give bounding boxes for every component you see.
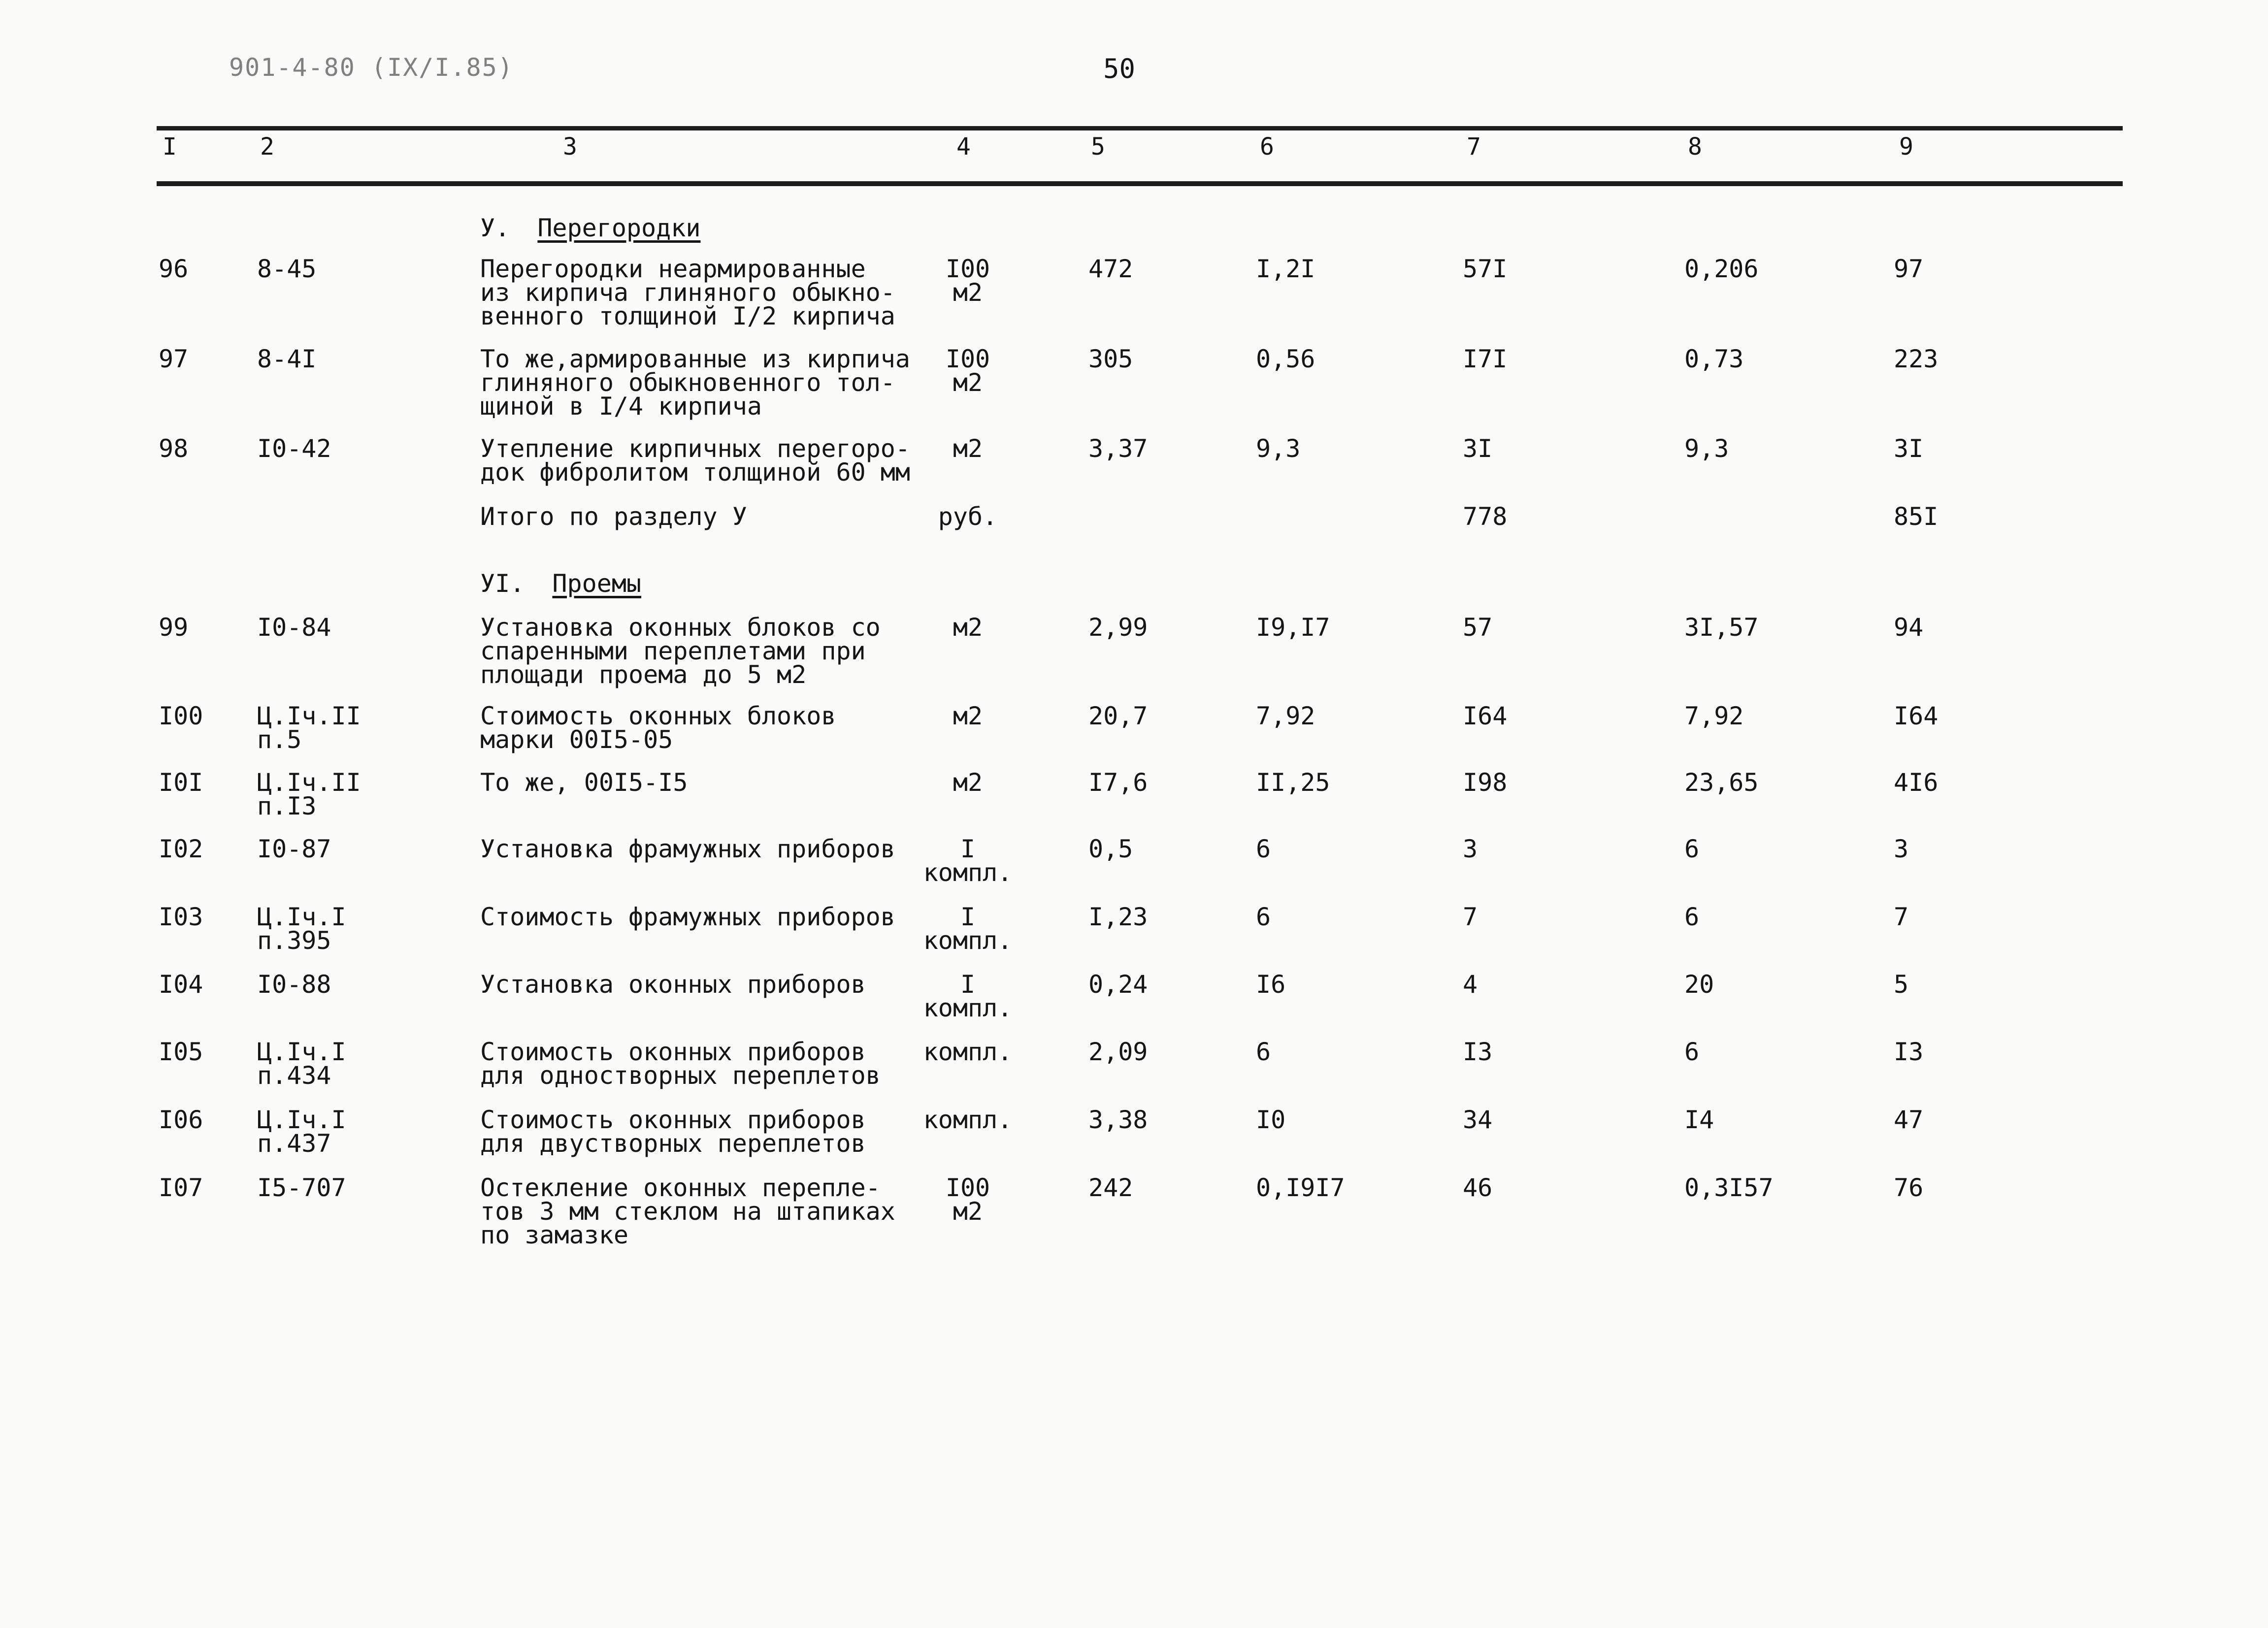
item-description: Стоимость оконных приборов для одностворных переплетов <box>480 1038 881 1090</box>
col5-value: 3,37 <box>1088 434 1148 463</box>
col8-value: 6 <box>1684 903 1700 931</box>
col8-value: 23,65 <box>1684 768 1759 797</box>
col9-value: 7 <box>1894 903 1909 931</box>
col8-value: 20 <box>1684 970 1714 999</box>
col7-value: 3I <box>1463 434 1493 463</box>
col9-value: 76 <box>1894 1173 1924 1202</box>
col5-value: I7,6 <box>1088 768 1148 797</box>
col6-value: 6 <box>1256 1038 1271 1066</box>
section-heading-partitions <box>480 216 700 240</box>
row-number: I06 <box>159 1106 203 1134</box>
item-unit: м2 <box>953 702 983 730</box>
row-number: I0I <box>159 768 203 797</box>
item-unit: I компл. <box>923 903 1013 955</box>
item-code: 8-4I <box>257 345 317 373</box>
item-unit: I компл. <box>923 835 1013 887</box>
item-code: Ц.Iч.I п.434 <box>257 1038 346 1090</box>
item-description: Установка оконных приборов <box>480 970 866 999</box>
row-number: I02 <box>159 835 203 863</box>
item-code: I0-88 <box>257 970 331 999</box>
col5-value: 3,38 <box>1088 1106 1148 1134</box>
col6-value: 0,56 <box>1256 345 1315 373</box>
col8-value: 0,73 <box>1684 345 1744 373</box>
col8-value: 0,206 <box>1684 255 1759 283</box>
column-number-5: 5 <box>1091 133 1105 161</box>
col8-value: 6 <box>1684 835 1700 863</box>
row-number: I04 <box>159 970 203 999</box>
section-number: У. <box>480 214 510 242</box>
col7-value: 3 <box>1463 835 1478 863</box>
col7-value: 46 <box>1463 1173 1493 1202</box>
item-code: I0-84 <box>257 613 331 642</box>
col5-value: 472 <box>1088 255 1133 283</box>
item-description: Итого по разделу У <box>480 502 747 531</box>
col9-value: 85I <box>1894 502 1939 531</box>
col7-value: I64 <box>1463 702 1508 730</box>
col9-value: I64 <box>1894 702 1939 730</box>
item-description: Остекление оконных переплe- тов 3 мм стеклом на штапиках по замазке <box>480 1173 895 1249</box>
col7-value: I3 <box>1463 1038 1493 1066</box>
col9-value: 3 <box>1894 835 1909 863</box>
col9-value: 223 <box>1894 345 1939 373</box>
item-description: Перегородки неармированные из кирпича глиняного обыкно- венного толщиной I/2 кирпича <box>480 255 895 330</box>
col9-value: 97 <box>1894 255 1924 283</box>
row-number: 98 <box>159 434 189 463</box>
col5-value: I,23 <box>1088 903 1148 931</box>
section-title: Перегородки <box>537 214 701 242</box>
item-code: Ц.Iч.I п.395 <box>257 903 346 955</box>
col8-value: 9,3 <box>1684 434 1729 463</box>
col7-value: 34 <box>1463 1106 1493 1134</box>
item-description: Установка оконных блоков со спаренными переплетами при площади проема до 5 м2 <box>480 613 881 689</box>
col5-value: 0,24 <box>1088 970 1148 999</box>
row-number: 99 <box>159 613 189 642</box>
row-number: I07 <box>159 1173 203 1202</box>
item-unit: м2 <box>953 434 983 463</box>
column-number-3: 3 <box>563 133 577 161</box>
col7-value: 57 <box>1463 613 1493 642</box>
col7-value: 57I <box>1463 255 1508 283</box>
column-number-9: 9 <box>1899 133 1913 161</box>
item-unit: I00 м2 <box>945 255 990 307</box>
col5-value: 2,09 <box>1088 1038 1148 1066</box>
column-number-6: 6 <box>1260 133 1274 161</box>
col9-value: I3 <box>1894 1038 1924 1066</box>
row-number: I05 <box>159 1038 203 1066</box>
section-title: Проемы <box>552 569 642 598</box>
col6-value: I0 <box>1256 1106 1286 1134</box>
col7-value: 778 <box>1463 502 1508 531</box>
row-number: I00 <box>159 702 203 730</box>
item-code: Ц.Iч.I п.437 <box>257 1106 346 1158</box>
col8-value: 0,3I57 <box>1684 1173 1774 1202</box>
item-code: I5-707 <box>257 1173 346 1202</box>
col6-value: 0,I9I7 <box>1256 1173 1345 1202</box>
row-number: 96 <box>159 255 189 283</box>
row-number: 97 <box>159 345 189 373</box>
col6-value: II,25 <box>1256 768 1330 797</box>
col5-value: 242 <box>1088 1173 1133 1202</box>
item-unit: I00 м2 <box>945 1173 990 1226</box>
col8-value: 6 <box>1684 1038 1700 1066</box>
table-top-rule <box>157 126 2123 130</box>
item-unit: компл. <box>923 1038 1013 1066</box>
item-description: Стоимость фрамужных приборов <box>480 903 895 931</box>
item-unit: компл. <box>923 1106 1013 1134</box>
item-code: Ц.Iч.II п.5 <box>257 702 361 754</box>
column-number-2: 2 <box>260 133 274 161</box>
column-number-1: I <box>163 133 177 161</box>
document-id: 901-4-80 (IX/I.85) <box>229 53 514 82</box>
item-description: То же, 00I5-I5 <box>480 768 688 797</box>
item-unit: м2 <box>953 613 983 642</box>
col8-value: I4 <box>1684 1106 1714 1134</box>
col6-value: 6 <box>1256 835 1271 863</box>
col6-value: 7,92 <box>1256 702 1315 730</box>
item-description: Утепление кирпичных перегоро- док фибролитом толщиной 60 мм <box>480 434 910 487</box>
col7-value: I98 <box>1463 768 1508 797</box>
column-number-8: 8 <box>1688 133 1702 161</box>
col9-value: 4I6 <box>1894 768 1939 797</box>
col6-value: I,2I <box>1256 255 1315 283</box>
column-number-4: 4 <box>956 133 971 161</box>
column-number-7: 7 <box>1467 133 1481 161</box>
col7-value: I7I <box>1463 345 1508 373</box>
item-code: Ц.Iч.II п.I3 <box>257 768 361 820</box>
item-unit: руб. <box>938 502 998 531</box>
item-description: Стоимость оконных приборов для двустворных переплетов <box>480 1106 866 1158</box>
item-unit: м2 <box>953 768 983 797</box>
section-number: УI. <box>480 569 525 598</box>
col5-value: 2,99 <box>1088 613 1148 642</box>
col8-value: 7,92 <box>1684 702 1744 730</box>
item-description: Стоимость оконных блоков марки 00I5-05 <box>480 702 836 754</box>
item-description: То же,армированные из кирпича глиняного обыкновенного тол- щиной в I/4 кирпича <box>480 345 910 421</box>
col5-value: 305 <box>1088 345 1133 373</box>
col9-value: 47 <box>1894 1106 1924 1134</box>
item-code: I0-42 <box>257 434 331 463</box>
col9-value: 94 <box>1894 613 1924 642</box>
section-heading-openings <box>480 571 641 596</box>
item-unit: I компл. <box>923 970 1013 1022</box>
col7-value: 7 <box>1463 903 1478 931</box>
col8-value: 3I,57 <box>1684 613 1759 642</box>
col5-value: 0,5 <box>1088 835 1133 863</box>
col9-value: 5 <box>1894 970 1909 999</box>
item-description: Установка фрамужных приборов <box>480 835 895 863</box>
col6-value: I6 <box>1256 970 1286 999</box>
item-code: 8-45 <box>257 255 317 283</box>
col7-value: 4 <box>1463 970 1478 999</box>
table-header-rule <box>157 181 2123 186</box>
item-unit: I00 м2 <box>945 345 990 397</box>
col6-value: I9,I7 <box>1256 613 1330 642</box>
col9-value: 3I <box>1894 434 1924 463</box>
col6-value: 6 <box>1256 903 1271 931</box>
col5-value: 20,7 <box>1088 702 1148 730</box>
col6-value: 9,3 <box>1256 434 1301 463</box>
item-code: I0-87 <box>257 835 331 863</box>
page-number: 50 <box>1103 53 1136 84</box>
row-number: I03 <box>159 903 203 931</box>
